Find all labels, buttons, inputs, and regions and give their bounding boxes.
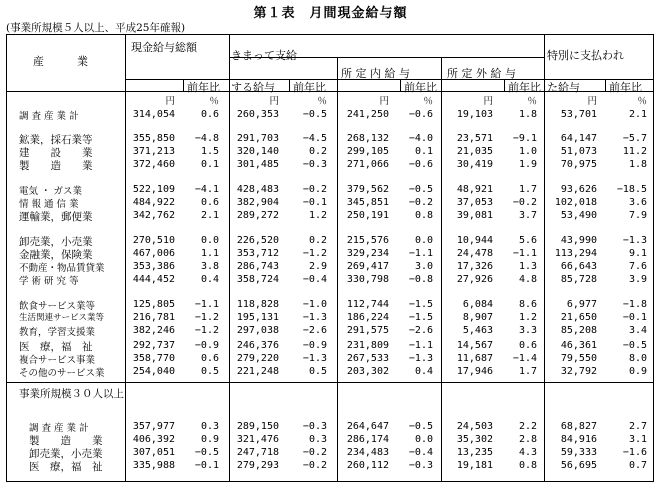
- header-yoy: 前年比: [187, 81, 220, 94]
- value-p_y: 3.9: [628, 274, 647, 285]
- value-c_y: 0.3: [308, 434, 327, 445]
- value-sched: 267,533: [346, 353, 389, 364]
- industry-label: 運輸業，郵便業: [19, 211, 93, 223]
- value-cont: 297,038: [236, 325, 279, 336]
- unit-yen: 円: [483, 96, 493, 107]
- value-p_y: 2.1: [628, 109, 647, 120]
- value-cont: 289,150: [236, 421, 279, 432]
- value-p_y: −1.6: [622, 447, 647, 458]
- value-nons: 5,463: [462, 325, 493, 336]
- value-total: 353,386: [132, 261, 175, 272]
- value-total: 484,922: [132, 197, 175, 208]
- value-p_y: 1.8: [628, 159, 647, 170]
- value-cont: 221,248: [236, 366, 279, 377]
- value-t_y: −0.5: [194, 447, 219, 458]
- value-spec: 51,073: [560, 146, 597, 157]
- value-sched: 268,132: [346, 133, 389, 144]
- industry-label: その他のサービス業: [19, 368, 105, 379]
- value-cont: 226,520: [236, 235, 279, 246]
- value-s_y: −1.1: [408, 340, 433, 351]
- industry-label: 不動産・物品賃貸業: [19, 263, 105, 274]
- industry-label: 複合サービス事業: [19, 355, 96, 366]
- industry-label: 卸売業，小売業: [29, 448, 103, 460]
- value-nons: 19,103: [456, 109, 493, 120]
- value-n_y: 4.8: [518, 274, 537, 285]
- value-total: 125,805: [132, 299, 175, 310]
- value-t_y: 0.6: [200, 353, 219, 364]
- value-c_y: −1.0: [302, 299, 327, 310]
- value-total: 382,246: [132, 325, 175, 336]
- value-nons: 24,478: [456, 248, 493, 259]
- value-c_y: −1.3: [302, 353, 327, 364]
- value-t_y: 0.0: [200, 235, 219, 246]
- value-spec: 79,550: [560, 353, 597, 364]
- industry-label: 学 術 研 究 等: [19, 276, 79, 287]
- value-sched: 231,809: [346, 340, 389, 351]
- sub-heading: 事業所規模３０人以上: [19, 388, 124, 400]
- value-nons: 48,921: [456, 184, 493, 195]
- value-nons: 14,567: [456, 340, 493, 351]
- value-c_y: 1.2: [308, 210, 327, 221]
- value-n_y: 3.7: [518, 210, 537, 221]
- header-yoy: 前年比: [404, 81, 437, 94]
- value-sched: 291,575: [346, 325, 389, 336]
- unit-pct: ％: [637, 96, 647, 107]
- value-c_y: −1.2: [302, 248, 327, 259]
- table-title: 第１表 月間現金給与額: [253, 6, 408, 21]
- value-total: 357,977: [132, 421, 175, 432]
- value-total: 314,054: [132, 109, 175, 120]
- value-n_y: 2.8: [518, 434, 537, 445]
- value-sched: 271,066: [346, 159, 389, 170]
- value-spec: 84,916: [560, 434, 597, 445]
- value-cont: 246,376: [236, 340, 279, 351]
- value-sched: 330,798: [346, 274, 389, 285]
- value-spec: 66,643: [560, 261, 597, 272]
- value-p_y: −0.1: [622, 312, 647, 323]
- value-c_y: −0.9: [302, 340, 327, 351]
- value-p_y: 7.9: [628, 210, 647, 221]
- value-p_y: 3.1: [628, 434, 647, 445]
- value-sched: 299,105: [346, 146, 389, 157]
- unit-pct: ％: [423, 96, 433, 107]
- industry-label: 製 造 業: [19, 160, 93, 172]
- value-nons: 39,081: [456, 210, 493, 221]
- value-p_y: 3.4: [628, 325, 647, 336]
- header-special-suffix: た給与: [547, 81, 580, 94]
- unit-pct: ％: [317, 96, 327, 107]
- value-s_y: −0.2: [408, 197, 433, 208]
- value-n_y: 1.3: [518, 261, 537, 272]
- value-c_y: 2.9: [308, 261, 327, 272]
- industry-label: 金融業，保険業: [19, 249, 93, 261]
- value-n_y: 0.6: [518, 340, 537, 351]
- value-spec: 64,147: [560, 133, 597, 144]
- value-t_y: 3.8: [200, 261, 219, 272]
- value-nons: 30,419: [456, 159, 493, 170]
- value-spec: 85,208: [560, 325, 597, 336]
- value-total: 355,850: [132, 133, 175, 144]
- header-nonscheduled: 所 定 外 給 与: [447, 67, 516, 80]
- value-p_y: −1.3: [622, 235, 647, 246]
- unit-yen: 円: [165, 96, 175, 107]
- value-spec: 93,626: [560, 184, 597, 195]
- value-nons: 23,571: [456, 133, 493, 144]
- value-sched: 241,250: [346, 109, 389, 120]
- value-total: 467,006: [132, 248, 175, 259]
- unit-pct: ％: [527, 96, 537, 107]
- value-t_y: 0.5: [200, 366, 219, 377]
- value-total: 307,051: [132, 447, 175, 458]
- value-t_y: 0.1: [200, 159, 219, 170]
- value-nons: 6,084: [462, 299, 493, 310]
- value-nons: 27,926: [456, 274, 493, 285]
- value-sched: 269,417: [346, 261, 389, 272]
- value-t_y: 1.1: [200, 248, 219, 259]
- value-s_y: 0.8: [414, 210, 433, 221]
- value-s_y: −0.5: [408, 184, 433, 195]
- value-s_y: 3.0: [414, 261, 433, 272]
- industry-label: 飲食サービス業等: [19, 301, 96, 312]
- industry-label: 情 報 通 信 業: [19, 199, 79, 210]
- value-cont: 353,712: [236, 248, 279, 259]
- value-n_y: 1.7: [518, 366, 537, 377]
- value-n_y: 1.7: [518, 184, 537, 195]
- value-n_y: 0.8: [518, 460, 537, 471]
- value-c_y: −0.3: [302, 421, 327, 432]
- value-total: 292,737: [132, 340, 175, 351]
- value-c_y: −2.6: [302, 325, 327, 336]
- value-total: 358,770: [132, 353, 175, 364]
- value-nons: 17,946: [456, 366, 493, 377]
- value-t_y: 0.3: [200, 421, 219, 432]
- value-n_y: 8.6: [518, 299, 537, 310]
- header-yoy: 前年比: [508, 81, 541, 94]
- value-n_y: 5.6: [518, 235, 537, 246]
- value-spec: 21,650: [560, 312, 597, 323]
- value-total: 522,109: [132, 184, 175, 195]
- value-s_y: −1.3: [408, 353, 433, 364]
- header-scheduled: 所 定 内 給 与: [341, 67, 410, 80]
- value-cont: 195,131: [236, 312, 279, 323]
- unit-yen: 円: [269, 96, 279, 107]
- value-t_y: −0.9: [194, 340, 219, 351]
- value-s_y: −0.6: [408, 109, 433, 120]
- value-s_y: −0.8: [408, 274, 433, 285]
- value-sched: 345,851: [346, 197, 389, 208]
- value-n_y: 1.0: [518, 146, 537, 157]
- value-p_y: 0.9: [628, 366, 647, 377]
- header-contractual-suffix: する給与: [231, 81, 275, 94]
- value-sched: 250,191: [346, 210, 389, 221]
- value-total: 216,781: [132, 312, 175, 323]
- value-p_y: 3.6: [628, 197, 647, 208]
- value-sched: 215,576: [346, 235, 389, 246]
- value-p_y: −18.5: [616, 184, 647, 195]
- value-s_y: −4.0: [408, 133, 433, 144]
- value-s_y: −1.1: [408, 248, 433, 259]
- value-t_y: 0.9: [200, 434, 219, 445]
- value-cont: 320,140: [236, 146, 279, 157]
- value-s_y: −2.6: [408, 325, 433, 336]
- value-total: 371,213: [132, 146, 175, 157]
- value-t_y: −4.1: [194, 184, 219, 195]
- value-total: 444,452: [132, 274, 175, 285]
- value-spec: 85,728: [560, 274, 597, 285]
- value-c_y: −0.1: [302, 197, 327, 208]
- industry-label: 医 療，福 祉: [19, 341, 93, 353]
- value-nons: 24,503: [456, 421, 493, 432]
- value-p_y: 7.6: [628, 261, 647, 272]
- value-s_y: 0.0: [414, 235, 433, 246]
- value-cont: 382,904: [236, 197, 279, 208]
- value-nons: 37,053: [456, 197, 493, 208]
- header-yoy: 前年比: [293, 81, 326, 94]
- value-c_y: −0.4: [302, 274, 327, 285]
- unit-pct: ％: [209, 96, 219, 107]
- value-p_y: −5.7: [622, 133, 647, 144]
- industry-label: 教育，学習支援業: [19, 327, 96, 338]
- value-c_y: −0.3: [302, 159, 327, 170]
- value-sched: 329,234: [346, 248, 389, 259]
- value-c_y: −0.2: [302, 460, 327, 471]
- value-s_y: −0.3: [408, 460, 433, 471]
- value-s_y: 0.4: [414, 366, 433, 377]
- value-n_y: −0.2: [512, 197, 537, 208]
- value-spec: 70,975: [560, 159, 597, 170]
- value-t_y: −4.8: [194, 133, 219, 144]
- value-t_y: 2.1: [200, 210, 219, 221]
- value-nons: 13,235: [456, 447, 493, 458]
- value-spec: 6,977: [566, 299, 597, 310]
- value-sched: 264,647: [346, 421, 389, 432]
- value-p_y: 8.0: [628, 353, 647, 364]
- value-s_y: 0.0: [414, 434, 433, 445]
- value-c_y: −0.2: [302, 447, 327, 458]
- value-sched: 286,174: [346, 434, 389, 445]
- value-cont: 279,293: [236, 460, 279, 471]
- industry-label: 鉱業，採石業等: [19, 134, 93, 146]
- value-cont: 428,483: [236, 184, 279, 195]
- wage-table: [6, 34, 654, 482]
- header-special: 特別に支払われ: [547, 49, 624, 62]
- value-total: 372,460: [132, 159, 175, 170]
- value-sched: 112,744: [346, 299, 389, 310]
- industry-label: 調 査 産 業 計: [19, 111, 79, 122]
- value-n_y: −1.1: [512, 248, 537, 259]
- value-n_y: 4.3: [518, 447, 537, 458]
- unit-yen: 円: [379, 96, 389, 107]
- value-n_y: 1.8: [518, 109, 537, 120]
- value-p_y: 11.2: [622, 146, 647, 157]
- value-spec: 32,792: [560, 366, 597, 377]
- value-n_y: 3.3: [518, 325, 537, 336]
- industry-label: 生活関連サービス業等: [19, 313, 105, 323]
- header-yoy: 前年比: [609, 81, 642, 94]
- value-spec: 113,294: [554, 248, 597, 259]
- yoy-divider: [289, 79, 290, 91]
- value-c_y: −4.5: [302, 133, 327, 144]
- table-note: (事業所規模５人以上、平成25年確報): [6, 22, 186, 34]
- value-c_y: 0.2: [308, 235, 327, 246]
- value-sched: 379,562: [346, 184, 389, 195]
- value-p_y: −0.5: [622, 340, 647, 351]
- header-total: 現金給与総額: [131, 41, 197, 54]
- yoy-divider: [183, 79, 184, 91]
- value-c_y: 0.5: [308, 366, 327, 377]
- value-spec: 59,333: [560, 447, 597, 458]
- value-nons: 11,687: [456, 353, 493, 364]
- value-spec: 46,361: [560, 340, 597, 351]
- value-p_y: 9.1: [628, 248, 647, 259]
- value-s_y: −0.4: [408, 447, 433, 458]
- value-c_y: −0.5: [302, 109, 327, 120]
- value-t_y: −1.1: [194, 299, 219, 310]
- value-total: 335,988: [132, 460, 175, 471]
- value-t_y: −0.1: [194, 460, 219, 471]
- value-c_y: −0.2: [302, 184, 327, 195]
- value-p_y: 2.7: [628, 421, 647, 432]
- value-n_y: −1.4: [512, 353, 537, 364]
- value-nons: 8,907: [462, 312, 493, 323]
- value-spec: 43,990: [560, 235, 597, 246]
- yoy-divider: [605, 79, 606, 91]
- value-total: 342,762: [132, 210, 175, 221]
- value-t_y: −1.2: [194, 312, 219, 323]
- industry-label: 調 査 産 業 計: [29, 423, 89, 434]
- value-nons: 17,326: [456, 261, 493, 272]
- value-n_y: 1.2: [518, 312, 537, 323]
- value-s_y: −1.5: [408, 312, 433, 323]
- value-total: 270,510: [132, 235, 175, 246]
- value-c_y: 0.2: [308, 146, 327, 157]
- value-spec: 53,490: [560, 210, 597, 221]
- value-p_y: 0.7: [628, 460, 647, 471]
- value-n_y: 2.2: [518, 421, 537, 432]
- value-s_y: −0.6: [408, 159, 433, 170]
- value-total: 406,392: [132, 434, 175, 445]
- unit-yen: 円: [587, 96, 597, 107]
- industry-label: 医 療，福 祉: [29, 461, 103, 473]
- value-cont: 301,485: [236, 159, 279, 170]
- value-p_y: −1.8: [622, 299, 647, 310]
- value-total: 254,040: [132, 366, 175, 377]
- value-cont: 279,220: [236, 353, 279, 364]
- value-t_y: 0.6: [200, 109, 219, 120]
- value-cont: 247,718: [236, 447, 279, 458]
- value-cont: 118,828: [236, 299, 279, 310]
- value-n_y: 1.9: [518, 159, 537, 170]
- value-nons: 21,035: [456, 146, 493, 157]
- industry-label: 製 造 業: [29, 435, 103, 447]
- value-nons: 19,181: [456, 460, 493, 471]
- value-t_y: 1.5: [200, 146, 219, 157]
- value-spec: 56,695: [560, 460, 597, 471]
- value-s_y: −0.5: [408, 421, 433, 432]
- industry-label: 建 設 業: [19, 147, 93, 159]
- value-cont: 291,703: [236, 133, 279, 144]
- industry-label: 卸売業，小売業: [19, 236, 93, 248]
- value-nons: 10,944: [456, 235, 493, 246]
- value-spec: 68,827: [560, 421, 597, 432]
- value-t_y: 0.6: [200, 197, 219, 208]
- value-nons: 35,302: [456, 434, 493, 445]
- value-s_y: −1.5: [408, 299, 433, 310]
- value-cont: 260,353: [236, 109, 279, 120]
- value-cont: 321,476: [236, 434, 279, 445]
- value-cont: 358,724: [236, 274, 279, 285]
- value-spec: 102,018: [554, 197, 597, 208]
- value-cont: 286,743: [236, 261, 279, 272]
- value-t_y: 0.4: [200, 274, 219, 285]
- value-cont: 289,272: [236, 210, 279, 221]
- value-sched: 234,483: [346, 447, 389, 458]
- value-s_y: 0.1: [414, 146, 433, 157]
- value-c_y: −1.3: [302, 312, 327, 323]
- industry-label: 電気 ・ ガス業: [19, 186, 83, 197]
- value-sched: 203,302: [346, 366, 389, 377]
- header-industry: 産 業: [33, 55, 88, 68]
- value-sched: 260,112: [346, 460, 389, 471]
- value-n_y: −9.1: [512, 133, 537, 144]
- section-rule: [7, 382, 654, 383]
- header-contractual: きまって支給: [231, 49, 297, 62]
- value-t_y: −1.2: [194, 325, 219, 336]
- value-spec: 53,701: [560, 109, 597, 120]
- value-sched: 186,224: [346, 312, 389, 323]
